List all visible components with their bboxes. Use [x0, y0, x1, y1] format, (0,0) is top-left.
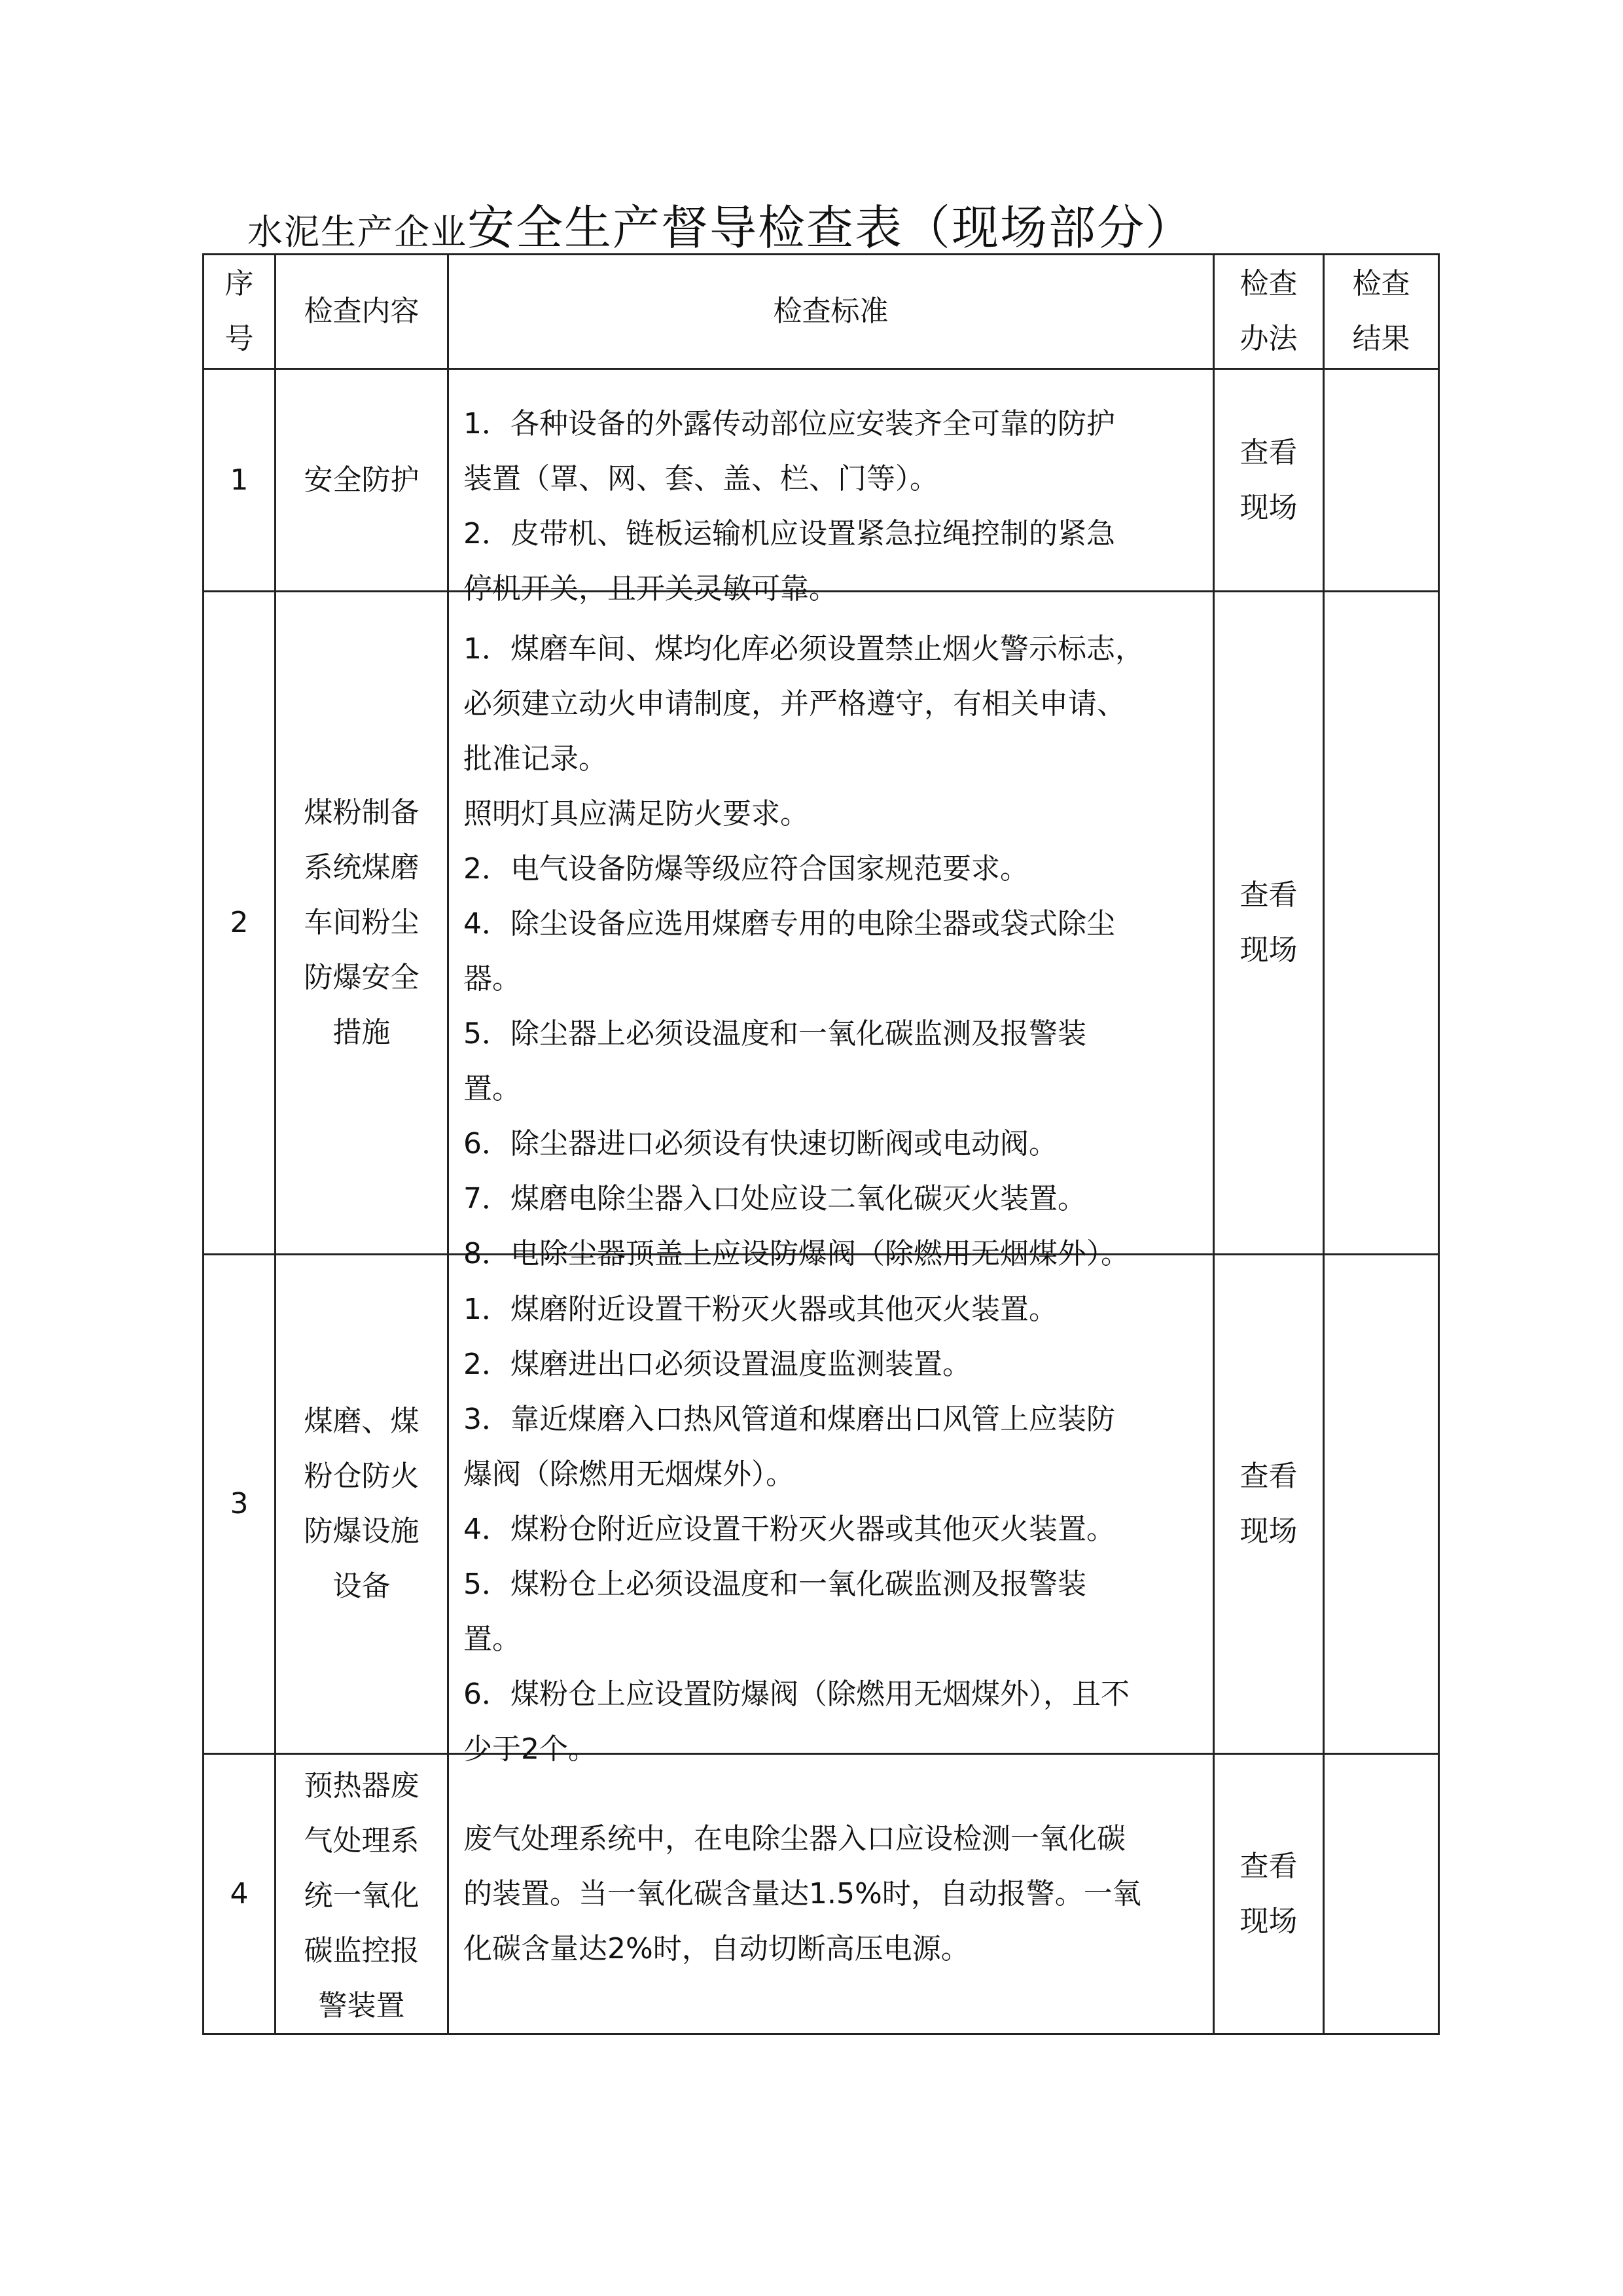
row-number: 1 — [204, 369, 276, 592]
table-row — [204, 592, 1439, 1255]
row-item: 煤粉制备 系统煤磨 车间粉尘 防爆安全 措施 — [276, 592, 448, 1255]
row-result[interactable] — [1324, 369, 1439, 592]
row-method: 查看 现场 — [1214, 1754, 1324, 2034]
row-result[interactable] — [1324, 1754, 1439, 2034]
row-result[interactable] — [1324, 592, 1439, 1255]
row-number: 2 — [204, 592, 276, 1255]
header-result: 检查 结果 — [1324, 255, 1439, 369]
table-row — [204, 1754, 1439, 2034]
row-method: 查看 现场 — [1214, 369, 1324, 592]
row-method: 查看 现场 — [1214, 592, 1324, 1255]
header-content: 检查内容 — [276, 255, 448, 369]
header-method: 检查 办法 — [1214, 255, 1324, 369]
row-method: 查看 现场 — [1214, 1255, 1324, 1754]
row-number: 3 — [204, 1255, 276, 1754]
header-no: 序 号 — [204, 255, 276, 369]
row-standard: 1．各种设备的外露传动部位应安装齐全可靠的防护 装置（罩、网、套、盖、栏、门等）。 2．皮带机、链板运输机应设置紧急拉绳控制的紧急 停机开关，且开关灵敏可靠。 — [448, 369, 1214, 592]
inspection-table — [202, 253, 1440, 2035]
row-item: 预热器废 气处理系 统一氧化 碳监控报 警装置 — [276, 1754, 448, 2034]
title-main: 安全生产督导检查表（现场部分） — [467, 200, 1194, 255]
row-standard: 1．煤磨车间、煤均化库必须设置禁止烟火警示标志， 必须建立动火申请制度，并严格遵守，有相关申请、 批准记录。 照明灯具应满足防火要求。 2．电气设备防爆等级应符合国家规范要求。 4．除尘设备应选用煤磨专用的电除尘器或袋式除尘 器。 5．除尘器上必须设温度和一氧化碳监测及报警装 置。 6．除尘器进口必须设有快速切断阀或电动阀。 7．煤磨电除尘器入口处应设二氧化碳灭火装置。 8．电除尘器顶盖上应设防爆阀（除燃用无烟煤外）。 — [448, 592, 1214, 1255]
table-row — [204, 369, 1439, 592]
row-item: 煤磨、煤 粉仓防火 防爆设施 设备 — [276, 1255, 448, 1754]
row-standard: 废气处理系统中，在电除尘器入口应设检测一氧化碳 的装置。当一氧化碳含量达1.5%时，自动报警。一氧 化碳含量达2%时，自动切断高压电源。 — [448, 1754, 1214, 2034]
title-prefix: 水泥生产企业 — [247, 211, 467, 253]
row-number: 4 — [204, 1754, 276, 2034]
row-result[interactable] — [1324, 1255, 1439, 1754]
table-row — [204, 1255, 1439, 1754]
header-standard: 检查标准 — [448, 255, 1214, 369]
document-title — [247, 190, 1194, 255]
row-item: 安全防护 — [276, 369, 448, 592]
row-standard: 1．煤磨附近设置干粉灭火器或其他灭火装置。 2．煤磨进出口必须设置温度监测装置。 3．靠近煤磨入口热风管道和煤磨出口风管上应装防 爆阀（除燃用无烟煤外）。 4．煤粉仓附近应设置干粉灭火器或其他灭火装置。 5．煤粉仓上必须设温度和一氧化碳监测及报警装 置。 6．煤粉仓上应设置防爆阀（除燃用无烟煤外），且不 少于2个。 — [448, 1255, 1214, 1754]
header-row — [204, 255, 1439, 369]
